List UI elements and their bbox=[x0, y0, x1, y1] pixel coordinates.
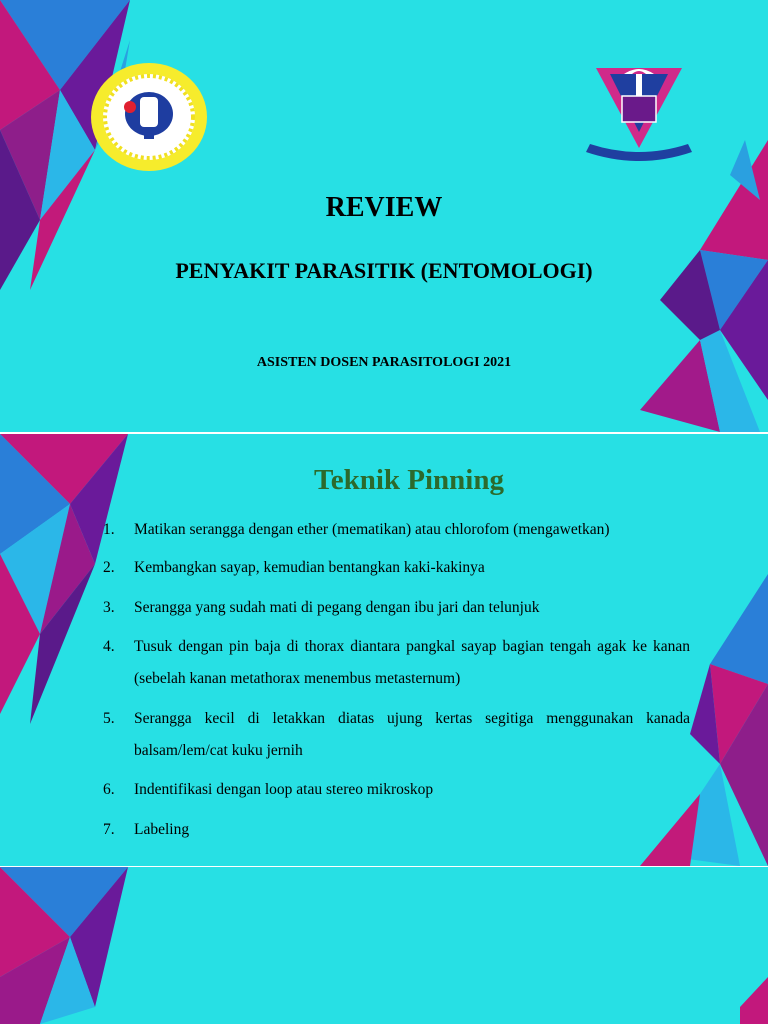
slide-teknik-pinning bbox=[0, 434, 768, 866]
pinning-steps-list: 1. Matikan serangga dengan ether (mematikan) atau chlorofom (mengawetkan) 2. Kembangkan sayap, kemudian bentangkan kaki-kakinya 3. Serangga yang sudah mati di pegang dengan ibu jari dan telunjuk 4. Tusuk dengan pin baja di thorax diantara pangkal sayap bagian tengah agak ke kanan (sebelah kanan metathorax menembus metasternum) 5. Serangga kecil di letakkan diatas ujung kertas segitiga menggunakan kanada balsam/lem/cat kuku jernih 6. Indentifikasi dengan loop atau stereo mikroskop 7. Labeling bbox=[103, 521, 690, 838]
lecturer-assistant-parasitology-logo bbox=[584, 66, 694, 170]
slide-subtitle: PENYAKIT PARASITIK (ENTOMOLOGI) bbox=[175, 258, 593, 283]
slide-title-heading: REVIEW bbox=[325, 192, 443, 223]
section-heading: Teknik Pinning bbox=[314, 464, 504, 496]
geometric-decoration bbox=[0, 867, 768, 1024]
university-seal-logo bbox=[90, 62, 208, 172]
slide-partial bbox=[0, 867, 768, 1024]
presenter-line: ASISTEN DOSEN PARASITOLOGI 2021 bbox=[256, 355, 512, 370]
slide-title bbox=[0, 0, 768, 432]
